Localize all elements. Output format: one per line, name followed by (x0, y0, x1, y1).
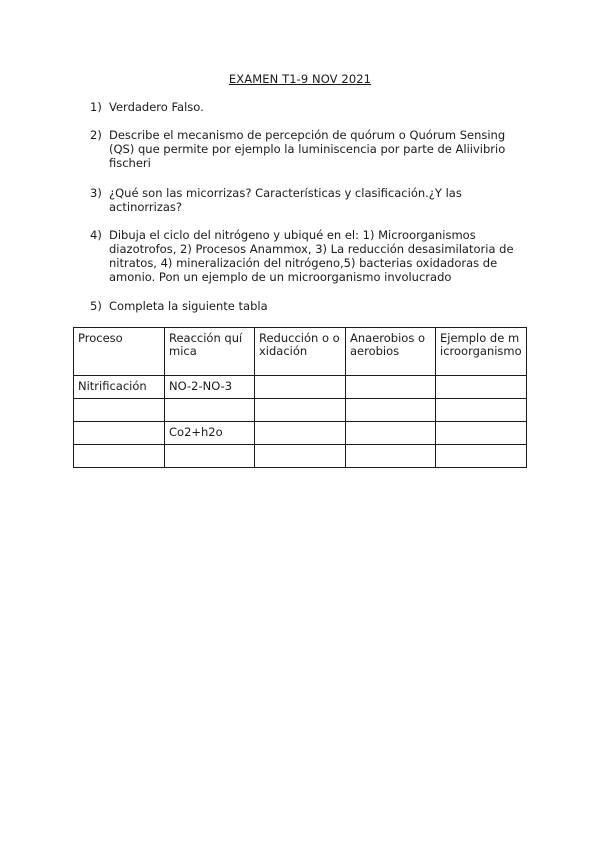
table-header-cell: Reacción química (165, 328, 255, 376)
table-cell (346, 399, 436, 422)
question-5 (90, 299, 520, 313)
table-cell (74, 422, 165, 445)
exam-title: EXAMEN T1-9 NOV 2021 (228, 72, 372, 86)
question-number: 1) (90, 100, 102, 114)
table-header-cell: Reducción o oxidación (255, 328, 346, 376)
question-2 (90, 128, 520, 170)
table-cell (165, 399, 255, 422)
question-text: ¿Qué son las micorrizas? Características y clasificación.¿Y las actinorrizas? (109, 186, 462, 214)
table-header-cell: Anaerobios o aerobios (346, 328, 436, 376)
question-text: Verdadero Falso. (109, 100, 204, 114)
table-row (74, 422, 527, 445)
question-number: 5) (90, 299, 102, 313)
table-cell: Nitrificación (74, 376, 165, 399)
table-cell (74, 399, 165, 422)
table-cell: Co2+h2o (165, 422, 255, 445)
table-cell (255, 445, 346, 468)
table-cell (346, 422, 436, 445)
question-text: Completa la siguiente tabla (109, 299, 268, 313)
table-cell (436, 399, 527, 422)
question-number: 4) (90, 228, 102, 242)
table-cell (346, 376, 436, 399)
table-cell (255, 399, 346, 422)
table-cell (255, 422, 346, 445)
table-cell (165, 445, 255, 468)
table-header-row (74, 328, 527, 376)
table-cell: NO-2-NO-3 (165, 376, 255, 399)
table-header-cell: Ejemplo de microorganismo (436, 328, 527, 376)
question-1 (90, 100, 520, 114)
question-text: Describe el mecanismo de percepción de quórum o Quórum Sensing (QS) que permite por ejemplo la luminiscencia por parte de Aliivibrio fischeri (109, 128, 506, 170)
table-cell (436, 445, 527, 468)
table-row (74, 445, 527, 468)
table-cell (436, 422, 527, 445)
question-4 (90, 228, 520, 284)
table-cell (436, 376, 527, 399)
table-header-cell: Proceso (74, 328, 165, 376)
question-3 (90, 186, 520, 214)
question-number: 3) (90, 186, 102, 200)
table-cell (346, 445, 436, 468)
table-cell (255, 376, 346, 399)
table-row (74, 376, 527, 399)
question-text: Dibuja el ciclo del nitrógeno y ubiqué en el: 1) Microorganismos diazotrofos, 2) Procesos Anammox, 3) La reducción desasimilatoria de nitratos, 4) mineralización del nitrógeno,5) bacterias oxidadoras de amonio. Pon un ejemplo de un microorganismo involucrado (109, 228, 514, 284)
question-number: 2) (90, 128, 102, 142)
table-row (74, 399, 527, 422)
nitrogen-table (73, 327, 527, 468)
table-cell (74, 445, 165, 468)
